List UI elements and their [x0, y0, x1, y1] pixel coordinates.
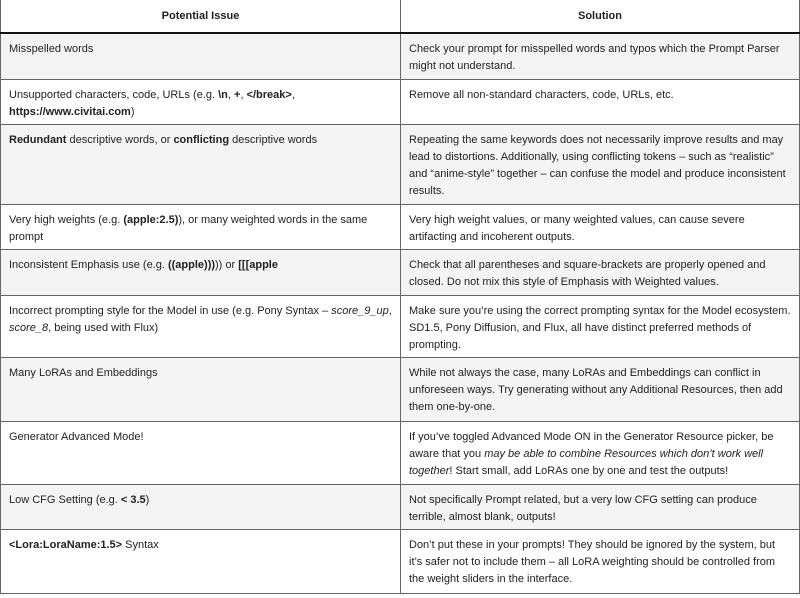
issue-cell [1, 79, 401, 124]
solution-cell [401, 249, 800, 295]
italic-text: score_8 [9, 321, 49, 334]
text-segment: ) [145, 493, 150, 506]
table-row [1, 484, 800, 529]
bold-text: </break> [246, 88, 292, 101]
text-segment: While not always the case, many LoRAs and Embeddings can conflict in unforeseen ways. Try generating without any Additional Resources, then add them one-by-one. [409, 366, 783, 413]
table-row [1, 249, 800, 295]
table-row [1, 357, 800, 421]
solution-cell [401, 357, 800, 421]
issue-cell [1, 529, 401, 593]
table-row [1, 33, 800, 79]
text-segment: Make sure you’re using the correct prompting syntax for the Model ecosystem. SD1.5, Pony Diffusion, and Flux, all have distinct preferred methods of prompting. [409, 304, 791, 351]
text-segment: ) [130, 105, 135, 118]
issue-cell [1, 295, 401, 357]
text-segment: Generator Advanced Mode! [9, 430, 144, 443]
text-segment: Check that all parentheses and square-brackets are properly opened and closed. Do not mix this style of Emphasis with Weighted values. [409, 258, 766, 288]
text-segment: Repeating the same keywords does not necessarily improve results and may lead to distortions. Additionally, using conflicting tokens – such as “realistic” and “anime-style” together – can confuse the model and produce inconsistent results. [409, 133, 786, 197]
solution-cell [401, 124, 800, 204]
text-segment: , being used with Flux) [48, 321, 159, 334]
table-row [1, 529, 800, 593]
issue-cell [1, 33, 401, 79]
italic-text: may be able to combine Resources which don’t work well together [409, 447, 764, 477]
issue-cell [1, 421, 401, 484]
table-row [1, 421, 800, 484]
header-row [1, 0, 800, 33]
text-segment: , [291, 88, 295, 101]
text-segment: Syntax [122, 538, 159, 551]
issue-cell [1, 357, 401, 421]
text-segment: ), or many weighted words in the same prompt [9, 213, 368, 243]
text-segment: Very high weight values, or many weighted values, can cause severe artifacting and incoherent outputs. [409, 213, 745, 243]
issue-cell [1, 249, 401, 295]
text-segment: Very high weights (e.g. [9, 213, 124, 226]
table-body [1, 33, 800, 593]
solution-cell [401, 484, 800, 529]
text-segment: Check your prompt for misspelled words and typos which the Prompt Parser might not understand. [409, 43, 780, 72]
bold-text: <Lora:LoraName:1.5> [9, 538, 123, 551]
solution-cell [401, 295, 800, 357]
text-segment: Remove all non-standard characters, code, URLs, etc. [409, 88, 674, 101]
text-segment: Misspelled words [9, 43, 94, 55]
table-row [1, 79, 800, 124]
issue-cell [1, 484, 401, 529]
text-segment: Many LoRAs and Embeddings [9, 366, 158, 379]
issue-cell [1, 124, 401, 204]
bold-text: Redundant [9, 133, 67, 146]
header-solution: Solution [401, 0, 800, 33]
text-segment: Not specifically Prompt related, but a very low CFG setting can produce terrible, almost blank, outputs! [409, 493, 757, 523]
solution-cell [401, 204, 800, 249]
issue-cell [1, 204, 401, 249]
text-segment: Incorrect prompting style for the Model in use (e.g. Pony Syntax – [9, 304, 332, 317]
solution-cell [401, 529, 800, 593]
text-segment: Low CFG Setting (e.g. [9, 493, 121, 506]
text-segment: )) or [215, 258, 239, 271]
text-segment: If you’ve toggled Advanced Mode ON in the Generator Resource picker, be aware that you [409, 430, 774, 460]
solution-cell [401, 33, 800, 79]
text-segment: descriptive words, or [66, 133, 174, 146]
text-segment: Inconsistent Emphasis use (e.g. [9, 258, 168, 271]
text-segment: Don’t put these in your prompts! They should be ignored by the system, but it’s safer not to include them – all LoRA weighting should be controlled from the weight sliders in the interface. [409, 538, 776, 585]
bold-text: < 3.5 [120, 493, 146, 506]
text-segment: , [227, 88, 235, 101]
text-segment: ! Start small, add LoRAs one by one and test the outputs! [449, 464, 729, 477]
table-row [1, 295, 800, 357]
solution-cell [401, 79, 800, 124]
italic-text: score_9_up [331, 304, 389, 317]
text-segment: , [240, 88, 247, 101]
bold-text: (apple:2.5) [123, 213, 179, 226]
header-potential-issue: Potential Issue [1, 0, 401, 33]
bold-text: [[[apple [238, 258, 278, 271]
table-row [1, 204, 800, 249]
bold-text: conflicting [173, 133, 230, 146]
bold-text: + [234, 88, 241, 101]
text-segment: , [388, 304, 392, 317]
text-segment: descriptive words [229, 133, 318, 146]
table-row [1, 124, 800, 204]
text-segment: Unsupported characters, code, URLs (e.g. [9, 88, 219, 101]
bold-text: https://www.civitai.com [9, 105, 131, 118]
bold-text: ((apple))) [167, 258, 216, 271]
solution-cell [401, 421, 800, 484]
bold-text: \n [218, 88, 228, 101]
